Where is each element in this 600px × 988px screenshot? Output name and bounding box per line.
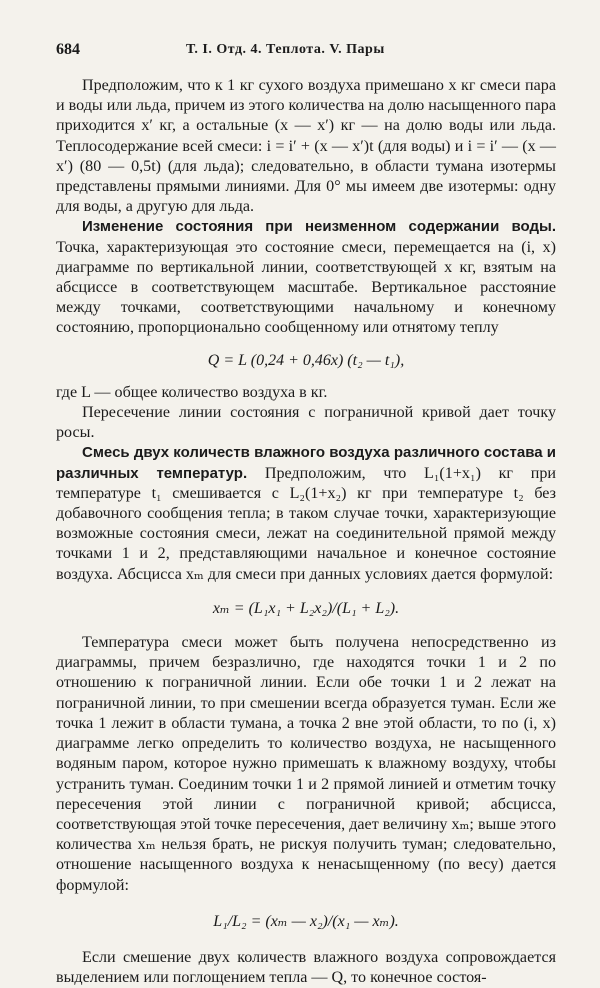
paragraph-final: Если смешение двух количеств влажного воздуха сопровождается выделением или поглощением тепла — Q, то конечное состоя- [56, 948, 556, 987]
formula-ratio: L₁/L₂ = (xₘ — x₂)/(x₁ — xₘ). [213, 912, 399, 930]
paragraph-mixing-text: Предположим, что L₁(1+x₁) кг при температуре t₁ смешивается с L₂(1+x₂) кг при температуре t₂ без добавочного сообщения тепла; в таком случае точки, характеризующие возможные состояния смеси, лежат на соединительной прямой между точками 1 и 2, представляющими начальное и конечное состояние воздуха. Абсцисса xₘ для смеси при данных условиях дается формулой: [56, 464, 556, 583]
page-header [56, 40, 556, 62]
running-title: Т. I. Отд. 4. Теплота. V. Пары [186, 42, 385, 57]
paragraph-where-L: где L — общее количество воздуха в кг. [56, 383, 328, 401]
paragraph-constant-water-text: Точка, характеризующая это состояние смеси, перемещается на (i, x) диаграмме по вертикальной линии, соответствующей x кг, взятым на абсциссе в соответствующем масштабе. Вертикальное расстояние между точками, соответствующими начальному и конечному состоянию, пропорционально сообщенному или отнятому теплу [56, 238, 556, 337]
paragraph-intro: Предположим, что к 1 кг сухого воздуха примешано x кг смеси пара и воды или льда, причем из этого количества на долю насыщенного пара приходится x′ кг, а остальные (x — x′) кг — на долю воды или льда. Теплосодержание всей смеси: i = i′ + (x — x′)t (для воды) и i = i′ — (x — x′) (80 — 0,5t) (для льда); следовательно, в области тумана изотермы представлены прямыми линиями. Для 0° мы имеем две изотермы: одну для воды, а другую для льда. [56, 77, 556, 216]
formula-heat: Q = L (0,24 + 0,46x) (t₂ — t₁), [207, 351, 405, 369]
page [56, 40, 556, 988]
section-heading-constant-water: Изменение состояния при неизменном содержании воды. [82, 218, 556, 236]
paragraph-constant-water [56, 217, 556, 338]
paragraph-fog: Температура смеси может быть получена непосредственно из диаграммы, причем безразлично, где находятся точки 1 и 2 по отношению к пограничной линии. Если обе точки 1 и 2 лежат на пограничной линии, то при смешении всегда образуется туман. Если же точка 1 лежит в области тумана, а точка 2 вне этой области, то по (i, x) диаграмме легко определить то количество воздуха, не насыщенного водяным паром, которое нужно примешать к влажному воздуху, чтобы устранить туман. Соединим точки 1 и 2 прямой линией и отметим точку пересечения этой линии с пограничной кривой; абсцисса, соответствующая этой точке пересечения, дает величину xₘ; выше этого количества xₘ нельзя брать, не рискуя получить туман; следовательно, отношение насыщенного воздуха к ненасыщенному (по весу) дается формулой: [56, 634, 556, 894]
page-number: 684 [56, 41, 80, 58]
paragraph-mixing [56, 443, 556, 584]
formula-abscissa: xₘ = (L₁x₁ + L₂x₂)/(L₁ + L₂). [212, 599, 400, 617]
paragraph-dew-point: Пересечение линии состояния с пограничной кривой дает точку росы. [56, 404, 556, 442]
section-heading-mixing: Смесь двух количеств влажного воздуха различного состава и различных температур. [56, 444, 556, 482]
